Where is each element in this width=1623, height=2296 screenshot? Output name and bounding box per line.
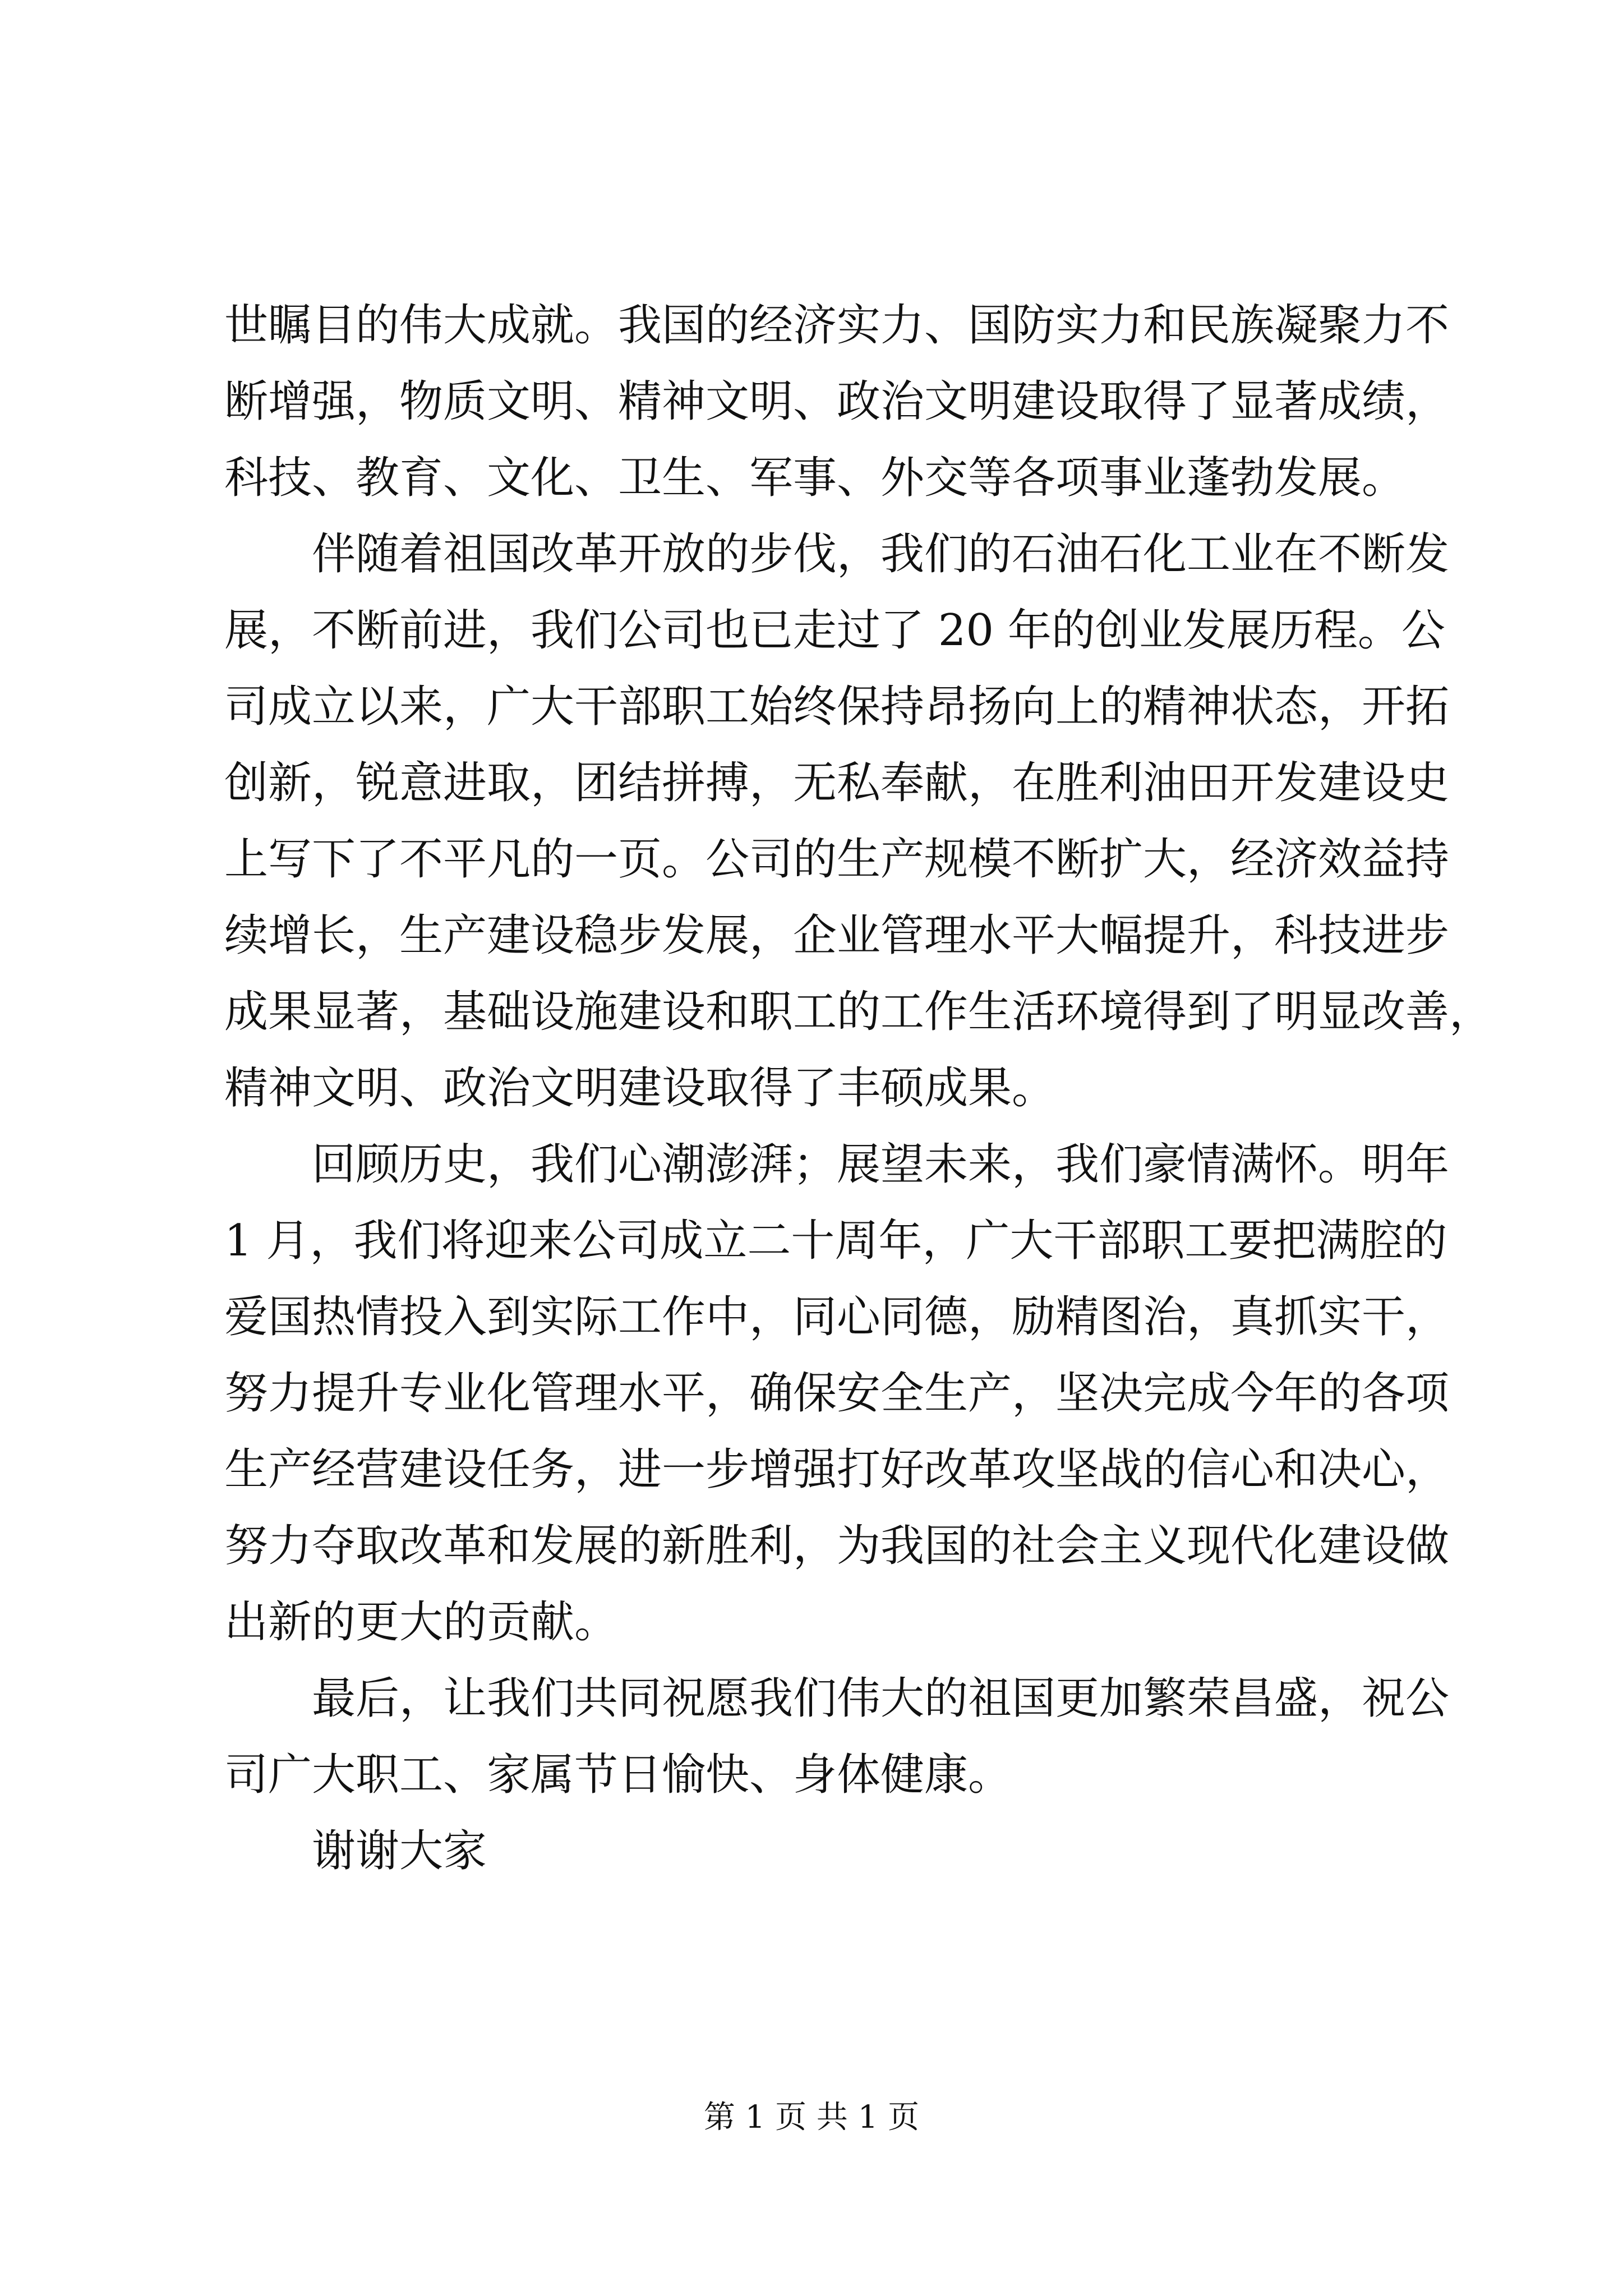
text-line: 司成立以来，广大干部职工始终保持昂扬向上的精神状态，开拓 bbox=[224, 682, 1450, 732]
page-footer: 第 1 页 共 1 页 bbox=[703, 2099, 920, 2136]
text-line: 续增长，生产建设稳步发展，企业管理水平大幅提升，科技进步 bbox=[224, 910, 1450, 961]
text-line: 成果显著，基础设施建设和职工的工作生活环境得到了明显改善， bbox=[224, 987, 1493, 1037]
paragraph-first-line: 伴随着祖国改革开放的步伐，我们的石油石化工业在不断发 bbox=[312, 529, 1450, 579]
text-line: 世瞩目的伟大成就。我国的经济实力、国防实力和民族凝聚力不 bbox=[224, 300, 1450, 351]
text-line: 上写下了不平凡的一页。公司的生产规模不断扩大，经济效益持 bbox=[224, 834, 1450, 885]
text-line: 断增强，物质文明、精神文明、政治文明建设取得了显著成绩， bbox=[224, 376, 1450, 427]
text-line: 1 月，我们将迎来公司成立二十周年，广大干部职工要把满腔的 bbox=[224, 1216, 1447, 1266]
text-line: 司广大职工、家属节日愉快、身体健康。 bbox=[224, 1750, 1012, 1800]
closing-line: 谢谢大家 bbox=[312, 1826, 487, 1876]
text-line: 努力提升专业化管理水平，确保安全生产，坚决完成今年的各项 bbox=[224, 1368, 1450, 1419]
text-line: 生产经营建设任务，进一步增强打好改革攻坚战的信心和决心， bbox=[224, 1444, 1450, 1495]
paragraph-first-line: 回顾历史，我们心潮澎湃；展望未来，我们豪情满怀。明年 bbox=[312, 1139, 1450, 1190]
text-line: 创新，锐意进取，团结拼搏，无私奉献，在胜利油田开发建设史 bbox=[224, 758, 1450, 808]
text-line: 精神文明、政治文明建设取得了丰硕成果。 bbox=[224, 1063, 1056, 1114]
paragraph-first-line: 最后，让我们共同祝愿我们伟大的祖国更加繁荣昌盛，祝公 bbox=[312, 1673, 1450, 1724]
text-line: 出新的更大的贡献。 bbox=[224, 1597, 619, 1648]
text-line: 爱国热情投入到实际工作中，同心同德，励精图治，真抓实干， bbox=[224, 1292, 1450, 1342]
text-line: 科技、教育、文化、卫生、军事、外交等各项事业蓬勃发展。 bbox=[224, 453, 1406, 503]
text-line: 努力夺取改革和发展的新胜利，为我国的社会主义现代化建设做 bbox=[224, 1521, 1450, 1571]
text-line: 展，不断前进，我们公司也已走过了 20 年的创业发展历程。公 bbox=[224, 605, 1445, 656]
